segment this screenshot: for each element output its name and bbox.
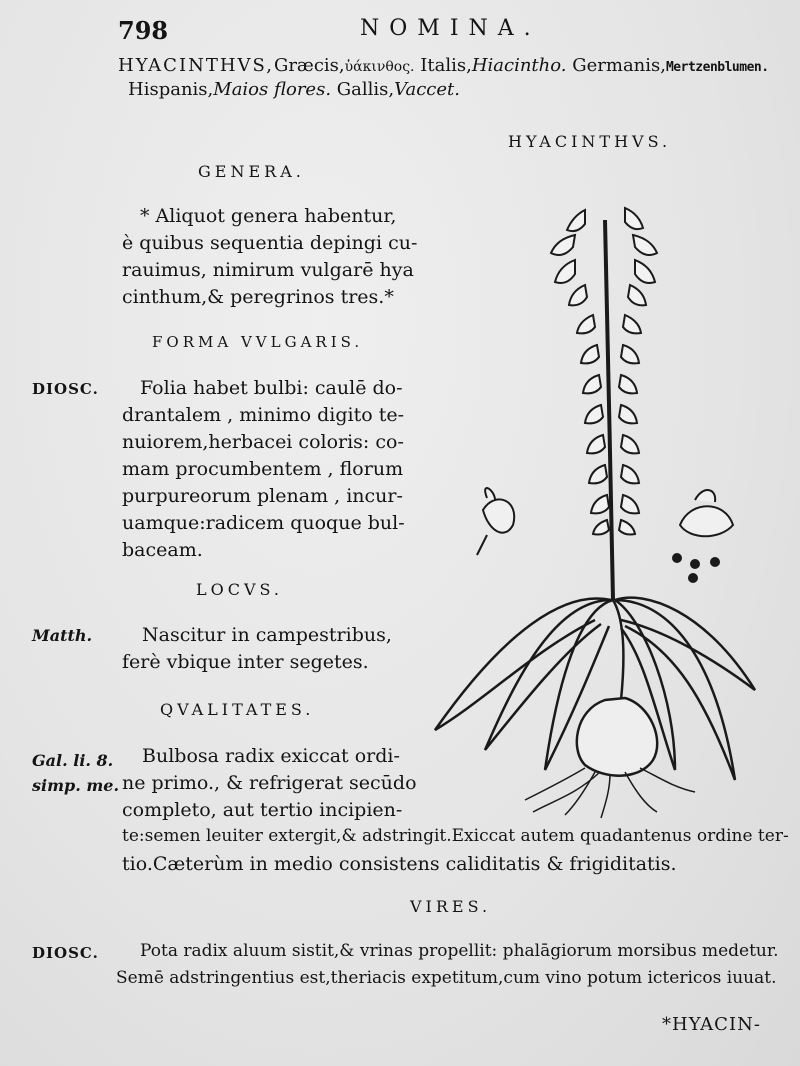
locus-line-2: ferè vbique inter segetes.	[122, 651, 369, 673]
genera-line-2: è quibus sequentia depingi cu-	[122, 232, 418, 254]
names-line-1	[118, 55, 769, 76]
page-number: 798	[118, 16, 169, 45]
greek-label: Græcis,	[273, 55, 345, 76]
forma-line-1: Folia habet bulbi: caulē do-	[140, 377, 403, 399]
running-title: NOMINA.	[360, 16, 541, 41]
genera-line-4: cinthum,& peregrinos tres.*	[122, 286, 394, 308]
locus-line-1: Nascitur in campestribus,	[142, 624, 392, 646]
forma-line-5: purpureorum plenam , incur-	[122, 485, 403, 507]
seed-capsule-right	[680, 490, 733, 536]
forma-heading: FORMA VVLGARIS.	[152, 333, 364, 351]
names-line-2	[128, 79, 460, 100]
forma-margin-note: DIOSC.	[32, 380, 99, 398]
bulb	[577, 698, 657, 776]
greek-name: ὑάκινθος.	[344, 59, 415, 75]
vires-line-2: Semē adstringentius est,theriacis expetitum,cum vino potum ictericos iuuat.	[116, 968, 777, 988]
spanish-label: Hispanis,	[128, 79, 214, 100]
vires-margin-note: DIOSC.	[32, 944, 99, 962]
figure-caption: HYACINTHVS.	[508, 132, 672, 151]
qualitates-margin-note-2: simp. me.	[32, 776, 120, 795]
german-label: Germanis,	[572, 55, 666, 76]
forma-line-7: baceam.	[122, 539, 203, 561]
forma-line-2: drantalem , minimo digito te-	[122, 404, 405, 426]
roots	[525, 768, 695, 818]
genera-line-1: * Aliquot genera habentur,	[140, 205, 397, 227]
italian-name: Hiacintho.	[471, 55, 567, 76]
vires-heading: VIRES.	[410, 897, 492, 916]
locus-margin-note: Matth.	[32, 626, 93, 645]
italian-label: Italis,	[420, 55, 472, 76]
name-latin: HYACINTHVS,	[118, 55, 274, 76]
qualitates-margin-note-1: Gal. li. 8.	[32, 751, 114, 770]
french-name: Vaccet.	[394, 79, 460, 100]
qualitates-line-3: completo, aut tertio incipien-	[122, 799, 403, 821]
locus-heading: LOCVS.	[196, 580, 284, 599]
qualitates-line-1: Bulbosa radix exiccat ordi-	[142, 745, 400, 767]
genera-line-3: rauimus, nimirum vulgarē hya	[122, 259, 414, 281]
vires-line-1: Pota radix aluum sistit,& vrinas propellit: phalāgiorum morsibus medetur.	[140, 941, 779, 961]
forma-line-6: uamque:radicem quoque bul-	[122, 512, 405, 534]
qualitates-heading: QVALITATES.	[160, 700, 315, 719]
forma-line-3: nuiorem,herbacei coloris: co-	[122, 431, 404, 453]
forma-line-4: mam procumbentem , florum	[122, 458, 404, 480]
qualitates-line-2: ne primo., & refrigerat secūdo	[122, 772, 417, 794]
french-label: Gallis,	[336, 79, 395, 100]
seeds	[672, 553, 720, 583]
hyacinth-woodcut-illustration	[425, 180, 785, 820]
catchword: *HYACIN-	[662, 1014, 761, 1035]
seed-capsule-left	[477, 488, 514, 555]
spanish-name: Maios flores.	[213, 79, 332, 100]
qualitates-line-5: tio.Cæterùm in medio consistens caliditatis & frigiditatis.	[122, 853, 677, 875]
genera-heading: GENERA.	[198, 162, 305, 181]
german-name: Mertzenblumen.	[665, 60, 769, 75]
qualitates-line-4: te:semen leuiter extergit,& adstringit.Exiccat autem quadantenus ordine ter-	[122, 826, 789, 846]
